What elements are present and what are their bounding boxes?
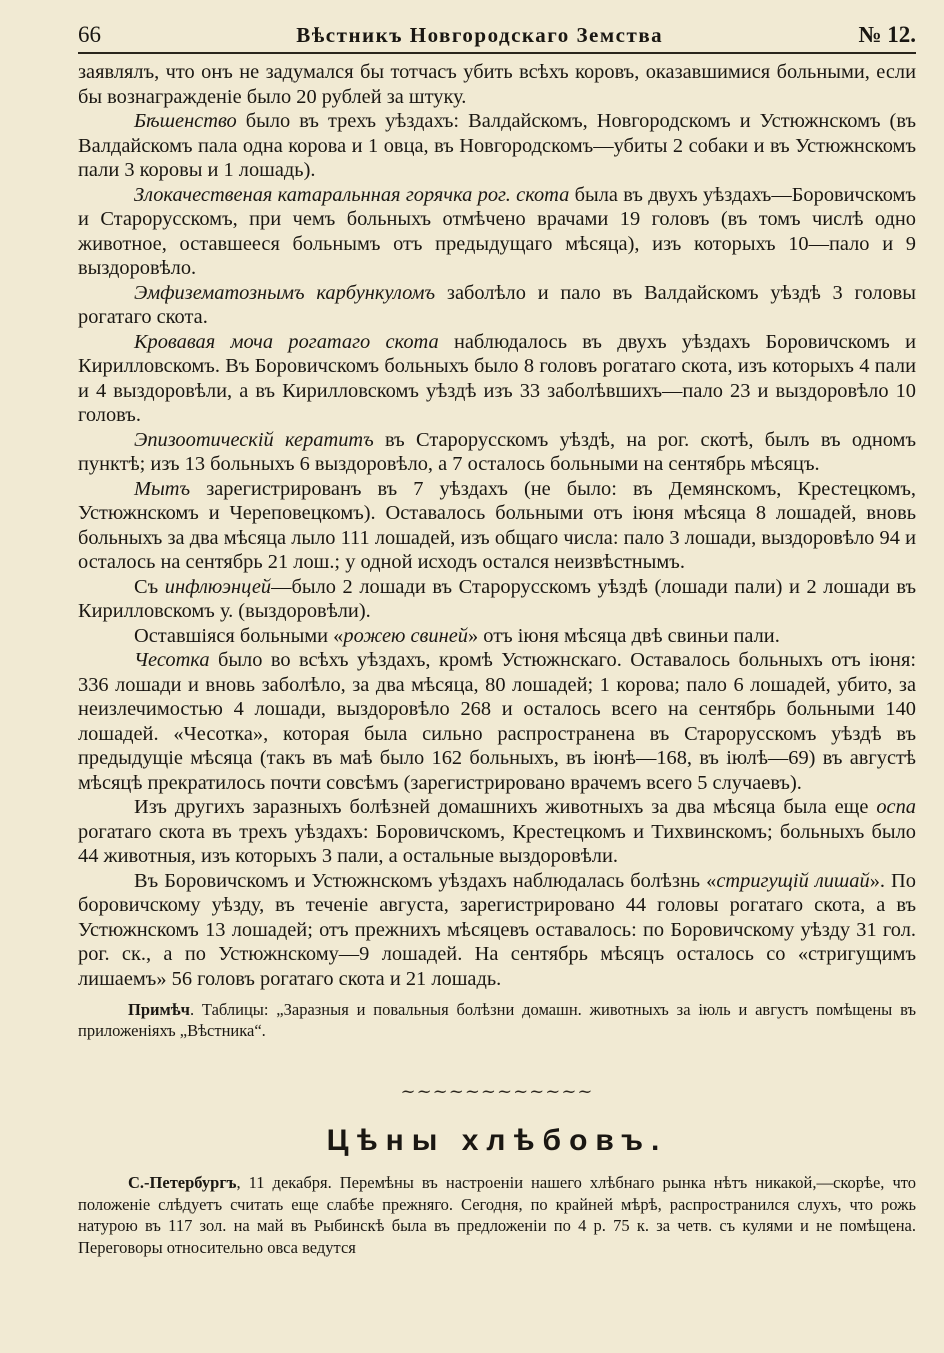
paragraph-text: было въ трехъ уѣздахъ: Валдайскомъ, Новгородскомъ и Устюжнскомъ (въ Валдайскомъ пала одна корова и 1 овца, въ Новгородскомъ—убиты 2 собаки и въ Устюжнскомъ пали 3 коровы и 1 лошадь). <box>78 110 916 181</box>
paragraph-text: рогатаго скота въ трехъ уѣздахъ: Боровичскомъ, Крестецкомъ и Тихвинскомъ; больныхъ было 44 животныя, изъ которыхъ 3 пали, а остальные выздоровѣли. <box>78 820 916 867</box>
paragraph <box>78 648 916 795</box>
italic-term: Кровавая моча рогатаго скота <box>134 330 439 353</box>
italic-term: оспа <box>876 796 916 818</box>
footnote-text: . Таблицы: „Заразныя и повальныя болѣзни домашн. животныхъ за іюль и августъ помѣщены въ приложеніяхъ „Вѣстника“. <box>78 1000 916 1040</box>
page-number: 66 <box>78 22 101 47</box>
italic-term: рожею свиней <box>343 624 468 647</box>
paragraph-text: Въ Боровичскомъ и Устюжнскомъ уѣздахъ наблюдалась болѣзнь « <box>134 869 717 892</box>
paragraph-text: было во всѣхъ уѣздахъ, кромѣ Устюжнскаго. Оставалось больныхъ отъ іюня: 336 лошади и вновь заболѣло, за два мѣсяца, 80 лошадей; 1 корова; пало 6 лошадей, убито, за неизлечимостью 4 лошади, выздоровѣло 268 и осталось всего на сентябрь больными 140 лошадей. «Чесотка», которая была сильно распространена въ Старорусскомъ уѣздѣ въ предыдущіе мѣсяца (такъ въ маѣ было 162 больныхъ, въ іюнѣ—168, въ іюлѣ—69) въ августѣ мѣсяцѣ прекратилось почти совсѣмъ (зарегистрировано врачемъ всего 5 случаевъ). <box>78 649 916 794</box>
paragraph-text: Оставшіяся больными « <box>134 624 344 647</box>
paragraph <box>78 281 916 330</box>
section-heading: Цѣны хлѣбовъ. <box>326 1124 668 1157</box>
italic-term: Эмфизематознымъ карбункуломъ <box>134 281 436 304</box>
italic-term: Мытъ <box>134 477 191 500</box>
paragraph-text: заявлялъ, что онъ не задумался бы тотчасъ убить всѣхъ коровъ, оказавшимися больными, если бы вознагражденіе было 20 рублей за штуку. <box>78 61 916 108</box>
paragraph <box>78 428 916 477</box>
running-header <box>78 22 916 54</box>
paragraph <box>78 330 916 428</box>
journal-title: Вѣстникъ Новгородскаго Земства <box>296 23 664 47</box>
paragraph-text: зарегистрированъ въ 7 уѣздахъ (не было: въ Демянскомъ, Крестецкомъ, Устюжнскомъ и Череповецкомъ). Оставалось больными отъ іюня мѣсяца 8 лошадей, вновь больныхъ за два мѣсяца лыло 111 лошадей, изъ общаго числа: пало 3 лошади, выздоровѣло 94 и осталось на сентябрь 21 лош.; у одной исходъ остался неизвѣстнымъ. <box>78 477 916 573</box>
divider-ornament: ~~~~~~~~~~~~ <box>400 1081 594 1102</box>
paragraph-text: была въ двухъ уѣздахъ—Боровичскомъ и Старорусскомъ, при чемъ больныхъ отмѣчено врачами 19 головъ (въ томъ числѣ одно животное, оставшееся больнымъ отъ предыдущаго мѣсяца), изъ которыхъ 10—пало и 9 выздоровѣло. <box>78 183 916 279</box>
paragraph <box>78 183 916 281</box>
article-body <box>78 60 916 991</box>
paragraph-text: заболѣло и пало въ Валдайскомъ уѣздѣ 3 головы рогатаго скота. <box>78 281 916 328</box>
market-text: , 11 декабря. Перемѣны въ настроеніи нашего хлѣбнаго рынка нѣтъ никакой,—скорѣе, что положеніе слѣдуетъ считать еще слабѣе прежняго. Сегодня, по крайней мѣрѣ, распространился слухъ, что рожь натурою въ 117 зол. на май въ Рыбинскѣ была въ предложеніи по 4 р. 75 к. за четв. съ кулями и не помѣщена. Переговоры относительно овса ведутся <box>78 1173 916 1257</box>
italic-term: Злокачественая катаральнная горячка рог. скота <box>134 183 570 206</box>
paragraph-text: въ Старорусскомъ уѣздѣ, на рог. скотѣ, былъ въ одномъ пунктѣ; изъ 13 больныхъ 6 выздоровѣло, а 7 осталось больными на сентябрь мѣсяцъ. <box>78 428 916 475</box>
paragraph <box>78 575 916 624</box>
footnote-label: Примѣч <box>128 1000 190 1019</box>
paragraph <box>78 869 916 992</box>
italic-term: инфлюэнцей <box>164 575 272 598</box>
footnote <box>78 999 916 1041</box>
italic-term: стригущій лишай <box>716 869 870 892</box>
paragraph <box>78 60 916 109</box>
paragraph <box>78 477 916 575</box>
italic-term: Эпизоотическій кератитъ <box>134 428 374 451</box>
paragraph <box>78 109 916 183</box>
paragraph <box>78 624 916 649</box>
italic-term: Бѣшенство <box>134 110 237 132</box>
paragraph <box>78 795 916 869</box>
paragraph-text: ». По боровичскому уѣзду, въ теченіе августа, зарегистрировано 44 головы рогатаго скота, а въ Устюжнскомъ 13 лошадей; отъ прежнихъ мѣсяцевъ оставалось: по Боровичскому уѣзду 31 гол. рог. ск., а по Устюжнскому—9 лошадей. На сентябрь мѣсяцъ осталось со «стригущимъ лишаемъ» 56 головъ рогатаго скота и 21 лошадь. <box>78 869 916 990</box>
market-report <box>78 1172 916 1258</box>
paragraph-text: наблюдалось въ двухъ уѣздахъ Боровичскомъ и Кирилловскомъ. Въ Боровичскомъ больныхъ было 8 головъ рогатаго скота, изъ которыхъ 4 пали и 4 выздоровѣли, а въ Кирилловскомъ уѣздѣ изъ 33 заболѣвшихъ—пало 23 и выздоровѣло 10 головъ. <box>78 330 916 426</box>
issue-number: № 12. <box>858 22 916 47</box>
italic-term: Чесотка <box>134 649 210 671</box>
paragraph-text: Съ <box>134 575 165 598</box>
paragraph-text: » отъ іюня мѣсяца двѣ свиньи пали. <box>467 624 780 647</box>
market-city: С.-Петербургъ <box>128 1173 237 1192</box>
paragraph-text: Изъ другихъ заразныхъ болѣзней домашнихъ животныхъ за два мѣсяца была еще <box>134 796 877 818</box>
paragraph-text: —было 2 лошади въ Старорусскомъ уѣздѣ (лошади пали) и 2 лошади въ Кирилловскомъ у. (выздоровѣли). <box>78 575 916 622</box>
